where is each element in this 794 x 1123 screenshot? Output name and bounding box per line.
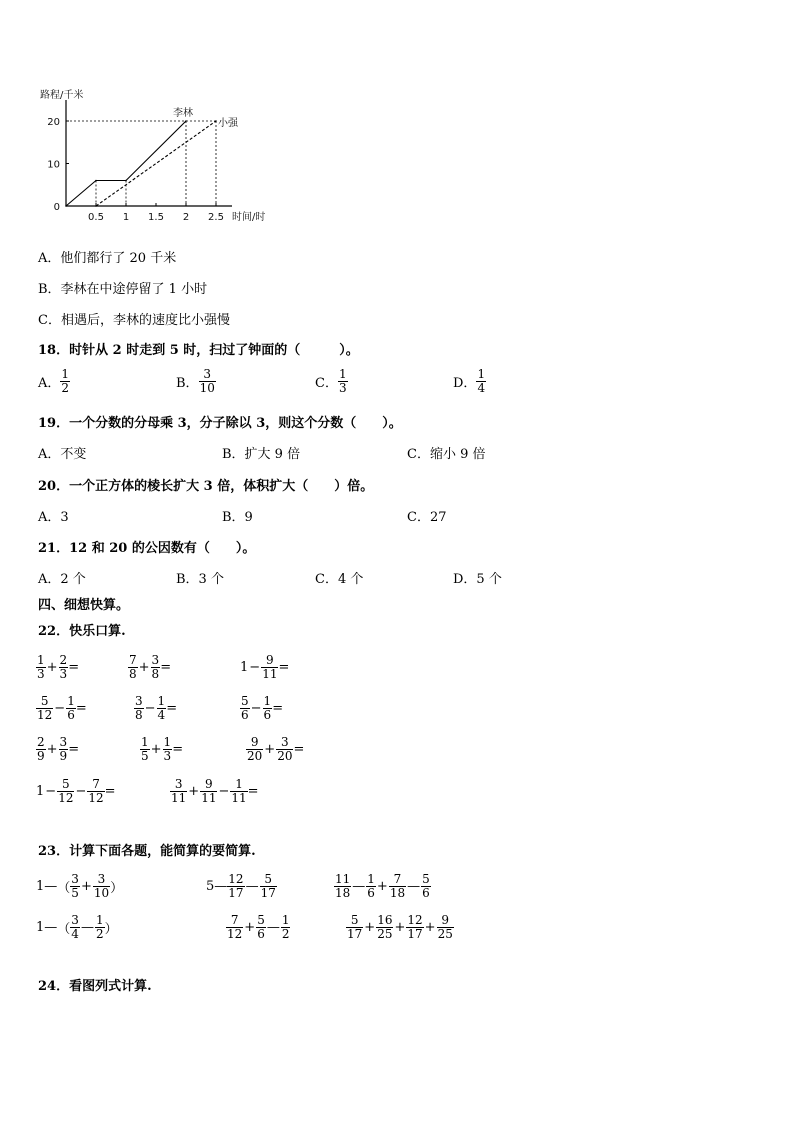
q17-option-a: A．他们都行了 20 千米 [38, 251, 177, 266]
q18-option-d [453, 368, 486, 395]
q21-option-d: D．5 个 [453, 572, 502, 587]
q21-option-b: B．3 个 [176, 572, 224, 587]
option-label: D． [453, 376, 477, 391]
q19-option-a: A．不变 [38, 447, 87, 462]
q23-stem: 23．计算下面各题，能简算的要简算. [38, 844, 256, 859]
data-point [65, 205, 67, 207]
x-tick-label: 2 [182, 212, 190, 223]
q22-item-11: $\frac{3}{11}$ + $\frac{9}{11}$ − $\frac{1}{11}$ = [171, 777, 259, 805]
q23-item-6: $\frac{5}{17}$ + $\frac{16}{25}$ + $\frac{12}{17}$ + $\frac{9}{25}$ [347, 913, 453, 941]
x-tick-label: 1 [122, 212, 130, 223]
q20-option-a: A．3 [38, 510, 69, 525]
option-label: B． [176, 376, 199, 391]
series-label-lilin: 李林 [173, 108, 193, 119]
q21-option-c: C．4 个 [315, 572, 364, 587]
q23-item-1: 1— （ $\frac{3}{5}$ + $\frac{3}{10}$ ） [36, 872, 124, 900]
y-tick-label: 0 [53, 202, 60, 213]
fraction: $\frac{1}{4}$ [477, 367, 486, 395]
series-label-xiaoqiang: 小强 [218, 118, 238, 129]
q18-option-a [38, 368, 70, 395]
q18-option-c [315, 368, 348, 395]
q22-item-1: $\frac{1}{3}$ + $\frac{2}{3}$ = [37, 653, 80, 681]
q22-item-2: $\frac{7}{8}$ + $\frac{3}{8}$ = [129, 653, 172, 681]
q17-option-c: C．相遇后，李林的速度比小强慢 [38, 313, 230, 328]
q19-option-c: C．缩小 9 倍 [407, 447, 486, 462]
q17-option-b: B．李林在中途停留了 1 小时 [38, 282, 208, 297]
fraction: $\frac{3}{10}$ [199, 367, 215, 395]
q20-option-c: C．27 [407, 510, 447, 525]
x-tick-label: 0.5 [88, 212, 104, 223]
q23-item-2: 5— $\frac{12}{17}$ — $\frac{5}{17}$ [206, 872, 276, 900]
q22-item-8: $\frac{1}{5}$ + $\frac{1}{3}$ = [141, 735, 184, 763]
section-heading: 四、细想快算。 [38, 598, 130, 613]
option-label: A． [38, 376, 61, 391]
q21-stem: 21．12 和 20 的公因数有（ ）。 [38, 541, 256, 556]
fraction: $\frac{1}{2}$ [61, 367, 70, 395]
q23-item-5: $\frac{7}{12}$ + $\frac{5}{6}$ — $\frac{1}{2}$ [227, 913, 290, 941]
option-label: C． [315, 376, 338, 391]
fraction: $\frac{1}{3}$ [338, 367, 347, 395]
q22-item-4: $\frac{5}{12}$ − $\frac{1}{6}$ = [37, 694, 87, 722]
x-axis-label: 时间/时 [232, 212, 266, 223]
q22-stem: 22．快乐口算. [38, 624, 126, 639]
q22-item-7: $\frac{2}{9}$ + $\frac{3}{9}$ = [37, 735, 80, 763]
x-tick-label: 2.5 [208, 212, 224, 223]
q20-option-b: B．9 [222, 510, 253, 525]
q22-item-5: $\frac{3}{8}$ − $\frac{1}{4}$ = [135, 694, 178, 722]
q19-option-b: B．扩大 9 倍 [222, 447, 301, 462]
y-axis-label: 路程/千米 [40, 90, 84, 101]
q23-item-4: 1— （ $\frac{3}{4}$ — $\frac{1}{2}$ ） [36, 913, 118, 941]
x-tick-label: 1.5 [148, 212, 164, 223]
distance-time-chart [30, 82, 280, 227]
q24-stem: 24．看图列式计算. [38, 979, 152, 994]
q20-stem: 20．一个正方体的棱长扩大 3 倍，体积扩大（ ）倍。 [38, 479, 374, 494]
y-tick-label: 10 [47, 159, 60, 171]
y-tick-label: 20 [47, 117, 60, 128]
q23-item-3: $\frac{11}{18}$ — $\frac{1}{6}$ + $\frac{7}{18}$ — $\frac{5}{6}$ [335, 872, 430, 900]
q22-item-3: 1 − $\frac{9}{11}$ = [240, 653, 290, 681]
q19-stem: 19．一个分数的分母乘 3，分子除以 3，则这个分数（ ）。 [38, 416, 402, 431]
series-line-xiaoqiang [96, 121, 216, 206]
q21-option-a: A．2 个 [38, 572, 86, 587]
q18-option-b [176, 368, 216, 395]
q22-item-10: 1 − $\frac{5}{12}$ − $\frac{7}{12}$ = [36, 777, 116, 805]
q22-item-9: $\frac{9}{20}$ + $\frac{3}{20}$ = [247, 735, 305, 763]
q22-item-6: $\frac{5}{6}$ − $\frac{1}{6}$ = [241, 694, 284, 722]
q18-stem: 18．时针从 2 时走到 5 时，扫过了钟面的（ ）。 [38, 343, 359, 358]
